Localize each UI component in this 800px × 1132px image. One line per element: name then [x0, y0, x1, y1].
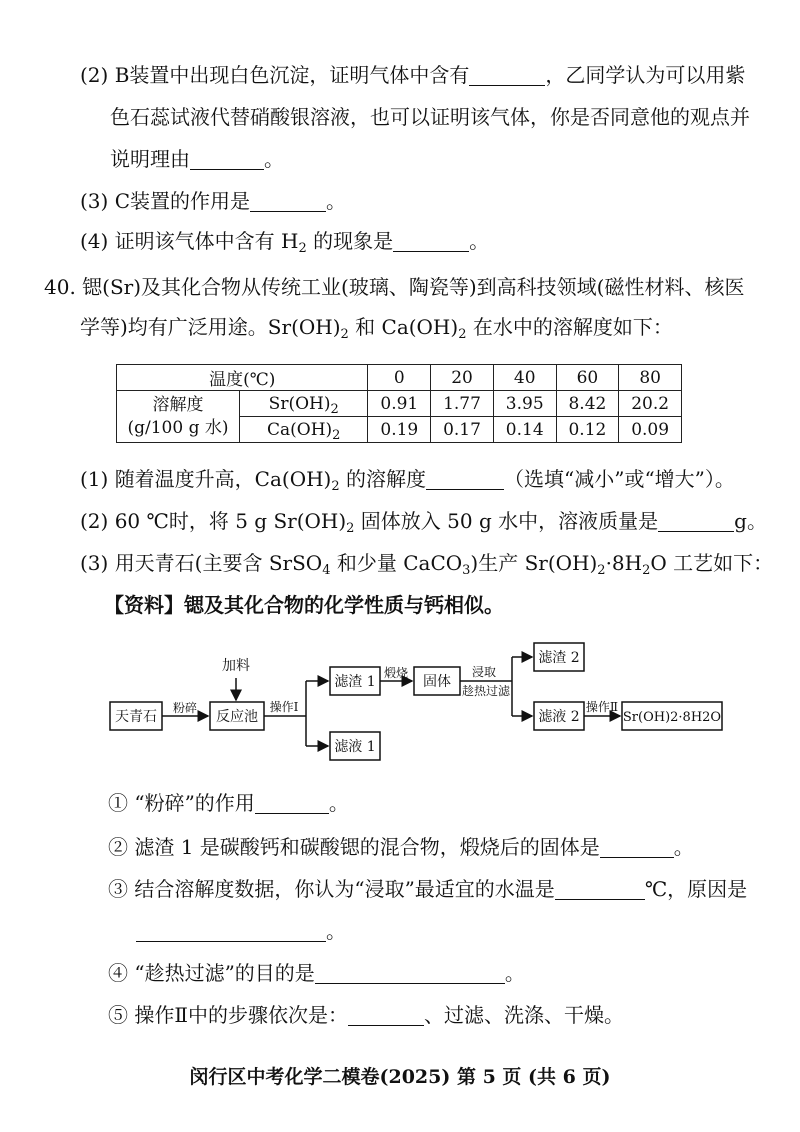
temp-cell: 40	[493, 365, 556, 391]
item-5: ⑤ 操作Ⅱ中的步骤依次是： 、过滤、洗涤、干燥。	[108, 1003, 624, 1027]
value-cell: 20.2	[619, 391, 682, 417]
value-cell: 0.09	[619, 417, 682, 443]
sub-q2: (2) 60 ℃时，将 5 g $Sr(OH)_2$ 固体放入 50 g 水中，溶液质量是 g。	[80, 509, 767, 536]
sr-oh2-label: $Sr(OH)_2$	[240, 391, 368, 417]
label-guti: 固体	[423, 674, 451, 690]
q3-line: (3) C装置的作用是 。	[80, 189, 346, 213]
value-cell: 0.12	[556, 417, 619, 443]
answer-blank[interactable]	[658, 509, 734, 532]
label-lvye2: 滤液 2	[538, 709, 580, 725]
label-fanyingchi: 反应池	[216, 709, 258, 725]
item-2: ② 滤渣 1 是碳酸钙和碳酸锶的混合物，煅烧后的固体是 。	[108, 835, 694, 859]
process-flow-diagram	[0, 636, 800, 772]
answer-blank[interactable]	[600, 835, 674, 858]
temp-cell: 20	[431, 365, 494, 391]
q2-line1: (2) B装置中出现白色沉淀，证明气体中含有 ，乙同学认为可以用紫	[80, 63, 746, 87]
solubility-table	[116, 364, 682, 443]
solubility-label: 溶解度 (g/100 g 水)	[117, 391, 240, 443]
answer-blank[interactable]	[555, 877, 645, 900]
q40-line1: 40. 锶(Sr)及其化合物从传统工业(玻璃、陶瓷等)到高科技领域(磁性材料、核医	[44, 275, 745, 299]
page-footer: 闵行区中考化学二模卷(2025) 第 5 页 (共 6 页)	[189, 1066, 611, 1088]
temperature-header: 温度(℃)	[117, 365, 368, 391]
label-lvzha1: 滤渣 1	[334, 674, 376, 690]
q2-line2: 色石蕊试液代替硝酸银溶液，也可以证明该气体，你是否同意他的观点并	[110, 105, 750, 129]
item-1: ① “粉碎”的作用 。	[108, 791, 349, 815]
label-jinqu: 浸取	[471, 665, 497, 679]
answer-blank[interactable]	[136, 919, 326, 942]
sub-q1: (1) 随着温度升高，$Ca(OH)_2$ 的溶解度 （选填“减小”或“增大”）。	[80, 467, 735, 494]
label-product: Sr(OH)2·8H2O	[622, 710, 722, 725]
sub-q3: (3) 用天青石(主要含 SrSO$_4$ 和少量 CaCO$_3$)生产 $Sr(OH)_2\cdot 8H_2O$ 工艺如下：	[80, 551, 774, 578]
label-lvye1: 滤液 1	[334, 739, 376, 755]
answer-blank[interactable]	[348, 1003, 424, 1026]
table-row	[117, 391, 682, 417]
q40-line2: 学等)均有广泛用途。$Sr(OH)_2$ 和 $Ca(OH)_2$ 在水中的溶解度如下：	[80, 315, 673, 342]
label-lvzha2: 滤渣 2	[538, 650, 580, 666]
temp-cell: 80	[619, 365, 682, 391]
value-cell: 8.42	[556, 391, 619, 417]
ca-oh2-label: $Ca(OH)_2$	[240, 417, 368, 443]
value-cell: 0.91	[368, 391, 431, 417]
label-fensui: 粉碎	[172, 701, 198, 715]
item-3-cont: 。	[136, 916, 346, 946]
value-cell: 0.17	[431, 417, 494, 443]
q2-line3: 说明理由 。	[110, 147, 284, 171]
answer-blank[interactable]	[426, 467, 504, 490]
answer-blank[interactable]	[250, 189, 326, 212]
temp-cell: 0	[368, 365, 431, 391]
answer-blank[interactable]	[255, 791, 329, 814]
answer-blank[interactable]	[190, 147, 264, 170]
item-4: ④ “趁热过滤”的目的是 。	[108, 961, 525, 985]
label-tianqingshi: 天青石	[115, 709, 157, 725]
value-cell: 1.77	[431, 391, 494, 417]
label-duanshao: 煅烧	[383, 666, 409, 680]
value-cell: 0.14	[493, 417, 556, 443]
label-caozuo1: 操作Ⅰ	[269, 700, 299, 714]
info-note: 【资料】锶及其化合物的化学性质与钙相似。	[104, 593, 504, 617]
answer-blank[interactable]	[469, 63, 545, 86]
value-cell: 0.19	[368, 417, 431, 443]
temp-cell: 60	[556, 365, 619, 391]
value-cell: 3.95	[493, 391, 556, 417]
answer-blank[interactable]	[393, 229, 469, 252]
label-chenre: 趁热过滤	[461, 684, 511, 698]
label-caozuo2: 操作Ⅱ	[585, 700, 619, 714]
table-row	[117, 365, 682, 391]
label-jialiao: 加料	[222, 658, 250, 674]
item-3: ③ 结合溶解度数据，你认为“浸取”最适宜的水温是 ℃，原因是	[108, 877, 748, 901]
answer-blank[interactable]	[315, 961, 505, 984]
q4-line: (4) 证明该气体中含有 $H_2$ 的现象是 。	[80, 229, 490, 256]
